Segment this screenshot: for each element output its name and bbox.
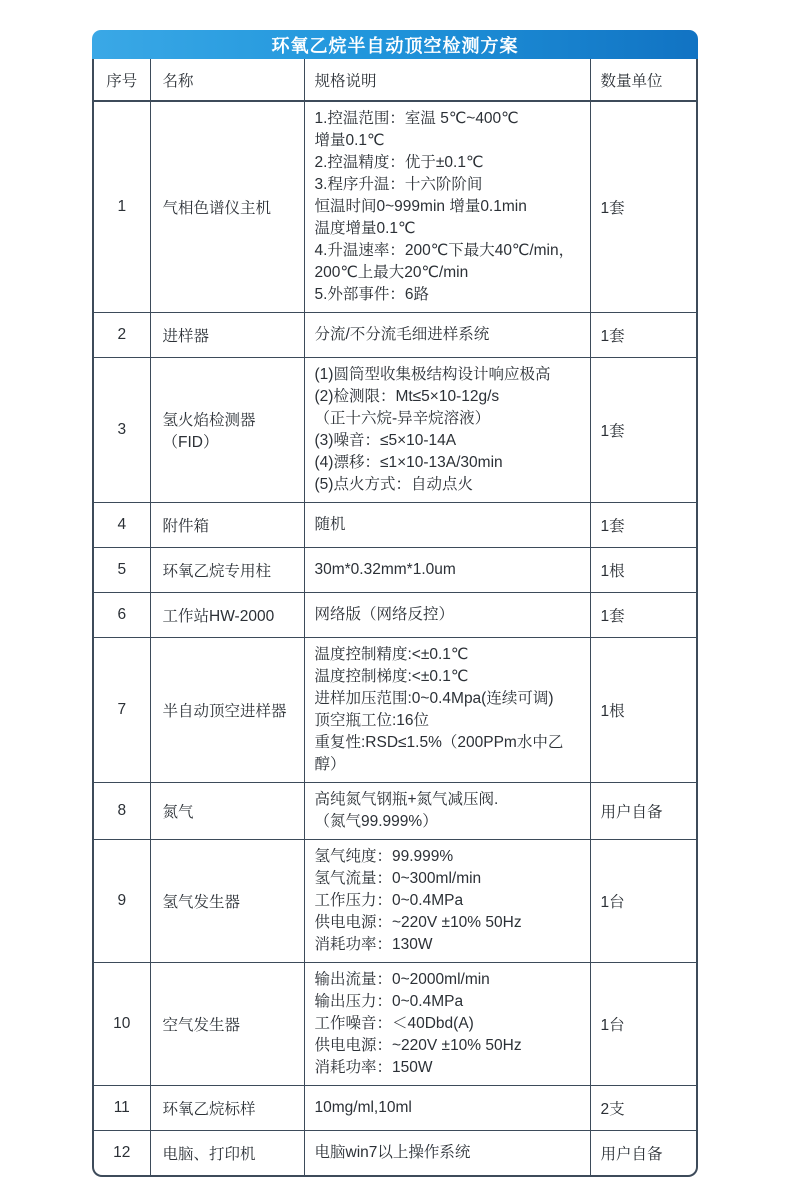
spec-line: 高纯氮气钢瓶+氮气减压阀. (314, 791, 499, 808)
table-row (94, 503, 698, 548)
col-header-no: 序号 (94, 59, 150, 101)
spec-line: 工作压力：0~0.4MPa (314, 892, 464, 909)
row-number: 12 (94, 1131, 150, 1176)
item-name: 附件箱 (150, 503, 304, 548)
spec-table-body (94, 101, 698, 1175)
spec-line: 消耗功率：150W (314, 1059, 433, 1076)
spec-line: 输出压力：0~0.4MPa (314, 993, 464, 1010)
spec-line: （正十六烷-异辛烷溶液） (314, 410, 491, 427)
item-spec (304, 638, 590, 783)
spec-line: 随机 (314, 516, 346, 533)
item-spec (304, 783, 590, 840)
item-name: 氮气 (150, 783, 304, 840)
spec-line: 4.升温速率：200℃下最大40℃/min， (314, 242, 575, 259)
row-number: 5 (94, 548, 150, 593)
item-name: 氢气发生器 (150, 840, 304, 963)
item-qty: 1台 (590, 840, 698, 963)
table-row (94, 313, 698, 358)
spec-line: 氢气流量：0~300ml/min (314, 870, 482, 887)
row-number: 6 (94, 593, 150, 638)
row-number: 7 (94, 638, 150, 783)
row-number: 4 (94, 503, 150, 548)
spec-line: 5.外部事件：6路 (314, 286, 430, 303)
header-row (94, 59, 698, 101)
row-number: 8 (94, 783, 150, 840)
card-title-bar (92, 30, 698, 59)
item-spec (304, 313, 590, 358)
item-spec (304, 548, 590, 593)
spec-line: 温度控制精度:<±0.1℃ (314, 646, 469, 663)
table-row (94, 101, 698, 313)
item-name: 氢火焰检测器（FID） (150, 358, 304, 503)
item-name: 气相色谱仪主机 (150, 101, 304, 313)
spec-line: 200℃上最大20℃/min (314, 264, 469, 281)
item-name: 半自动顶空进样器 (150, 638, 304, 783)
spec-line: 电脑win7以上操作系统 (314, 1144, 471, 1161)
spec-line: 进样加压范围:0~0.4Mpa(连续可调) (314, 690, 554, 707)
spec-line: (1)圆筒型收集极结构设计响应极高 (314, 366, 551, 383)
spec-line: 1.控温范围：室温 5℃~400℃ (314, 110, 519, 127)
spec-line: 供电电源：~220V ±10% 50Hz (314, 914, 522, 931)
spec-line: 恒温时间0~999min 增量0.1min (314, 198, 527, 215)
col-header-qty: 数量单位 (590, 59, 698, 101)
spec-table-head (94, 59, 698, 101)
spec-line: 增量0.1℃ (314, 132, 385, 149)
spec-line: 分流/不分流毛细进样系统 (314, 326, 490, 343)
row-number: 9 (94, 840, 150, 963)
row-number: 2 (94, 313, 150, 358)
item-qty: 1根 (590, 548, 698, 593)
item-spec (304, 358, 590, 503)
item-spec (304, 1086, 590, 1131)
item-spec (304, 503, 590, 548)
spec-line: 温度增量0.1℃ (314, 220, 416, 237)
table-row (94, 963, 698, 1086)
col-header-name: 名称 (150, 59, 304, 101)
row-number: 11 (94, 1086, 150, 1131)
page-title: 环氧乙烷半自动顶空检测方案 (271, 35, 519, 56)
spec-line: 工作噪音：＜40Dbd(A) (314, 1015, 474, 1032)
item-spec (304, 593, 590, 638)
spec-line: 氢气纯度：99.999% (314, 848, 454, 865)
table-row (94, 358, 698, 503)
spec-line: 30m*0.32mm*1.0um (314, 561, 456, 578)
spec-line: 温度控制梯度:<±0.1℃ (314, 668, 469, 685)
item-qty: 1套 (590, 101, 698, 313)
spec-line: 3.程序升温：十六阶阶间 (314, 176, 483, 193)
table-row (94, 840, 698, 963)
spec-card (92, 0, 698, 1177)
row-number: 3 (94, 358, 150, 503)
spec-line: 供电电源：~220V ±10% 50Hz (314, 1037, 522, 1054)
item-spec (304, 963, 590, 1086)
spec-line: （氮气99.999%） (314, 813, 438, 830)
item-name: 工作站HW-2000 (150, 593, 304, 638)
item-name: 空气发生器 (150, 963, 304, 1086)
table-row (94, 548, 698, 593)
spec-line: (5)点火方式：自动点火 (314, 476, 473, 493)
spec-line: (2)检测限：Mt≤5×10-12g/s (314, 388, 500, 405)
item-qty: 1套 (590, 503, 698, 548)
spec-line: 网络版（网络反控） (314, 606, 455, 623)
item-name: 电脑、打印机 (150, 1131, 304, 1176)
table-row (94, 593, 698, 638)
spec-line: (3)噪音：≤5×10-14A (314, 432, 457, 449)
spec-line: 输出流量：0~2000ml/min (314, 971, 490, 988)
item-qty: 1台 (590, 963, 698, 1086)
spec-table-wrap (92, 59, 698, 1177)
table-row (94, 638, 698, 783)
item-qty: 2支 (590, 1086, 698, 1131)
item-name: 环氧乙烷标样 (150, 1086, 304, 1131)
item-qty: 1套 (590, 313, 698, 358)
item-qty: 1套 (590, 593, 698, 638)
row-number: 1 (94, 101, 150, 313)
row-number: 10 (94, 963, 150, 1086)
item-spec (304, 1131, 590, 1176)
spec-line: 2.控温精度：优于±0.1℃ (314, 154, 484, 171)
item-name: 环氧乙烷专用柱 (150, 548, 304, 593)
table-row (94, 1131, 698, 1176)
table-row (94, 783, 698, 840)
item-spec (304, 840, 590, 963)
item-qty: 用户自备 (590, 783, 698, 840)
spec-line: 10mg/ml,10ml (314, 1099, 412, 1116)
col-header-spec: 规格说明 (304, 59, 590, 101)
table-row (94, 1086, 698, 1131)
item-name: 进样器 (150, 313, 304, 358)
item-spec (304, 101, 590, 313)
spec-line: 消耗功率：130W (314, 936, 433, 953)
item-qty: 1套 (590, 358, 698, 503)
spec-line: (4)漂移：≤1×10-13A/30min (314, 454, 503, 471)
spec-line: 顶空瓶工位:16位 (314, 712, 430, 729)
spec-table (94, 59, 698, 1175)
item-qty: 1根 (590, 638, 698, 783)
spec-line: 重复性:RSD≤1.5%（200PPm水中乙醇） (314, 734, 564, 773)
item-qty: 用户自备 (590, 1131, 698, 1176)
